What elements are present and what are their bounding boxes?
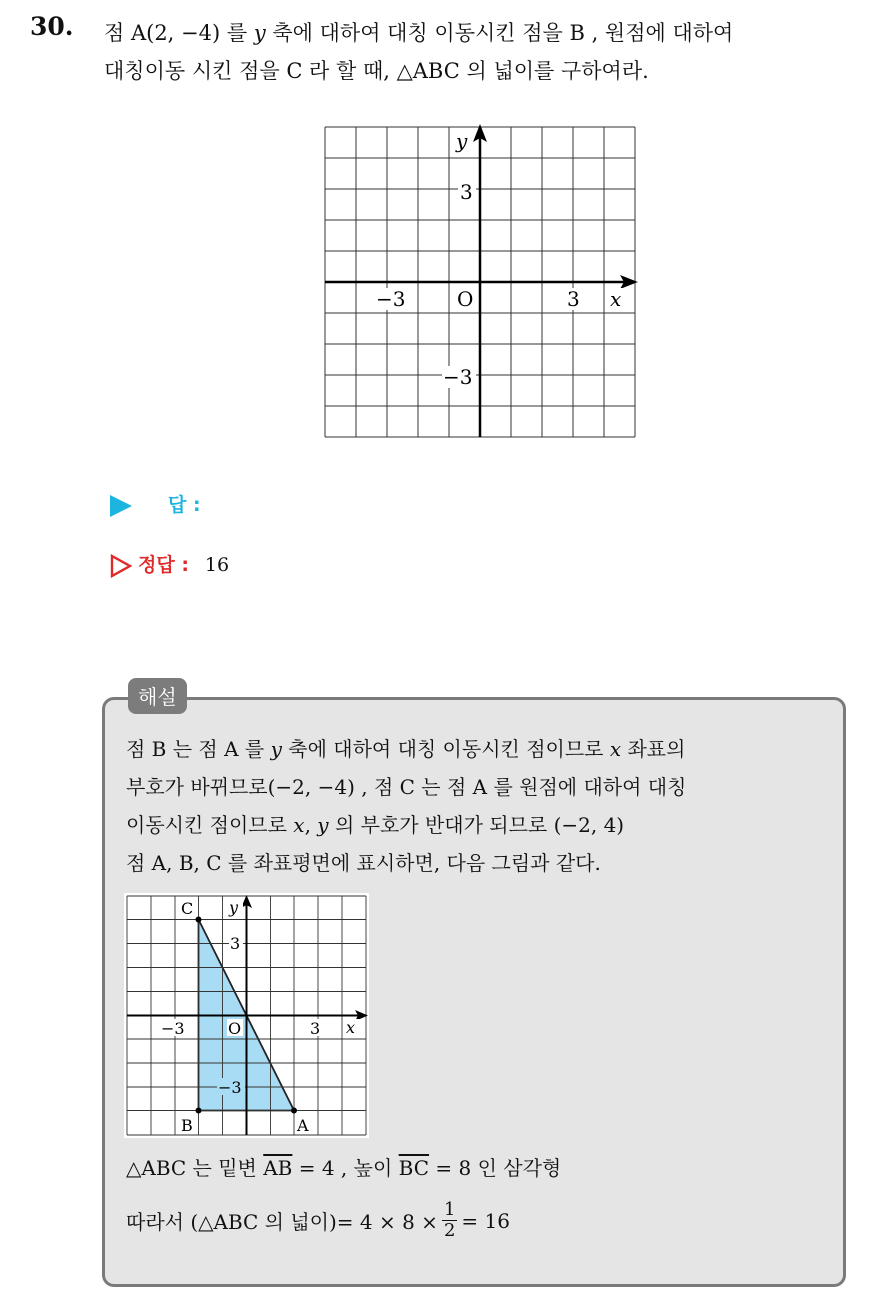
answer-row	[110, 490, 201, 517]
question-number: 30.	[30, 12, 74, 41]
solution-tag: 해설	[128, 678, 187, 714]
label-b: B	[181, 1116, 193, 1135]
tick-label-y-pos: 3	[460, 180, 473, 204]
point-b	[196, 1108, 202, 1114]
coordinate-grid	[320, 122, 640, 442]
fraction-one-half: $\frac{1}{2}$	[443, 1199, 456, 1241]
label-c: C	[181, 899, 194, 918]
label-a: A	[297, 1116, 309, 1135]
tick-label-x-pos: 3	[310, 1019, 321, 1038]
correct-answer-value: 16	[204, 554, 230, 576]
question-line-1: 점 A(2, −4) 를 y 축에 대하여 대칭 이동시킨 점을 B , 원점에 대하여	[104, 21, 734, 45]
point-c	[196, 917, 202, 923]
solution-coordinate-grid	[124, 893, 369, 1138]
y-axis-label: y	[229, 898, 239, 917]
tick-label-x-neg: −3	[161, 1019, 185, 1038]
correct-answer-label: 정답 :	[138, 554, 189, 576]
solution-line-4: 점 A, B, C 를 좌표평면에 표시하면, 다음 그림과 같다.	[126, 851, 601, 875]
solution-line-3: 이동시킨 점이므로 x, y 의 부호가 반대가 되므로 (−2, 4)	[126, 813, 625, 837]
origin-label: O	[228, 1019, 242, 1038]
solution-line-2: 부호가 바뀌므로(−2, −4) , 점 C 는 점 A 를 원점에 대하여 대칭	[126, 775, 687, 799]
point-a	[291, 1108, 297, 1114]
segment-ab: $\overline{AB}$	[263, 1156, 293, 1180]
question-line-2: 대칭이동 시킨 점을 C 라 할 때, △ABC 의 넓이를 구하여라.	[104, 59, 649, 83]
x-axis-label: x	[346, 1018, 356, 1037]
origin-label: O	[457, 287, 474, 311]
segment-bc: $\overline{BC}$	[398, 1156, 430, 1180]
question-text	[104, 14, 864, 90]
tick-label-x-pos: 3	[567, 287, 580, 311]
play-icon	[110, 495, 132, 517]
x-axis-label: x	[610, 287, 622, 311]
tick-label-y-pos: 3	[230, 934, 241, 953]
tick-label-y-neg: −3	[443, 365, 473, 389]
solution-line-1: 점 B 는 점 A 를 y 축에 대하여 대칭 이동시킨 점이므로 x 좌표의	[126, 737, 686, 761]
tick-label-y-neg: −3	[218, 1078, 242, 1097]
tick-label-x-neg: −3	[376, 287, 406, 311]
solution-final-line: 따라서 (△ABC 의 넓이)= 4 × 8 × $\frac{1}{2}$ = 16	[126, 1199, 510, 1241]
solution-area-line: △ABC 는 밑변 $\overline{AB} = 4$ , 높이 $\overline{BC} = 8$ 인 삼각형	[126, 1156, 562, 1180]
answer-label: 답 :	[168, 494, 201, 516]
solution-text	[126, 730, 836, 882]
triangle-outline-icon	[110, 554, 132, 578]
y-axis-label: y	[456, 129, 468, 153]
correct-answer-row	[110, 550, 229, 578]
